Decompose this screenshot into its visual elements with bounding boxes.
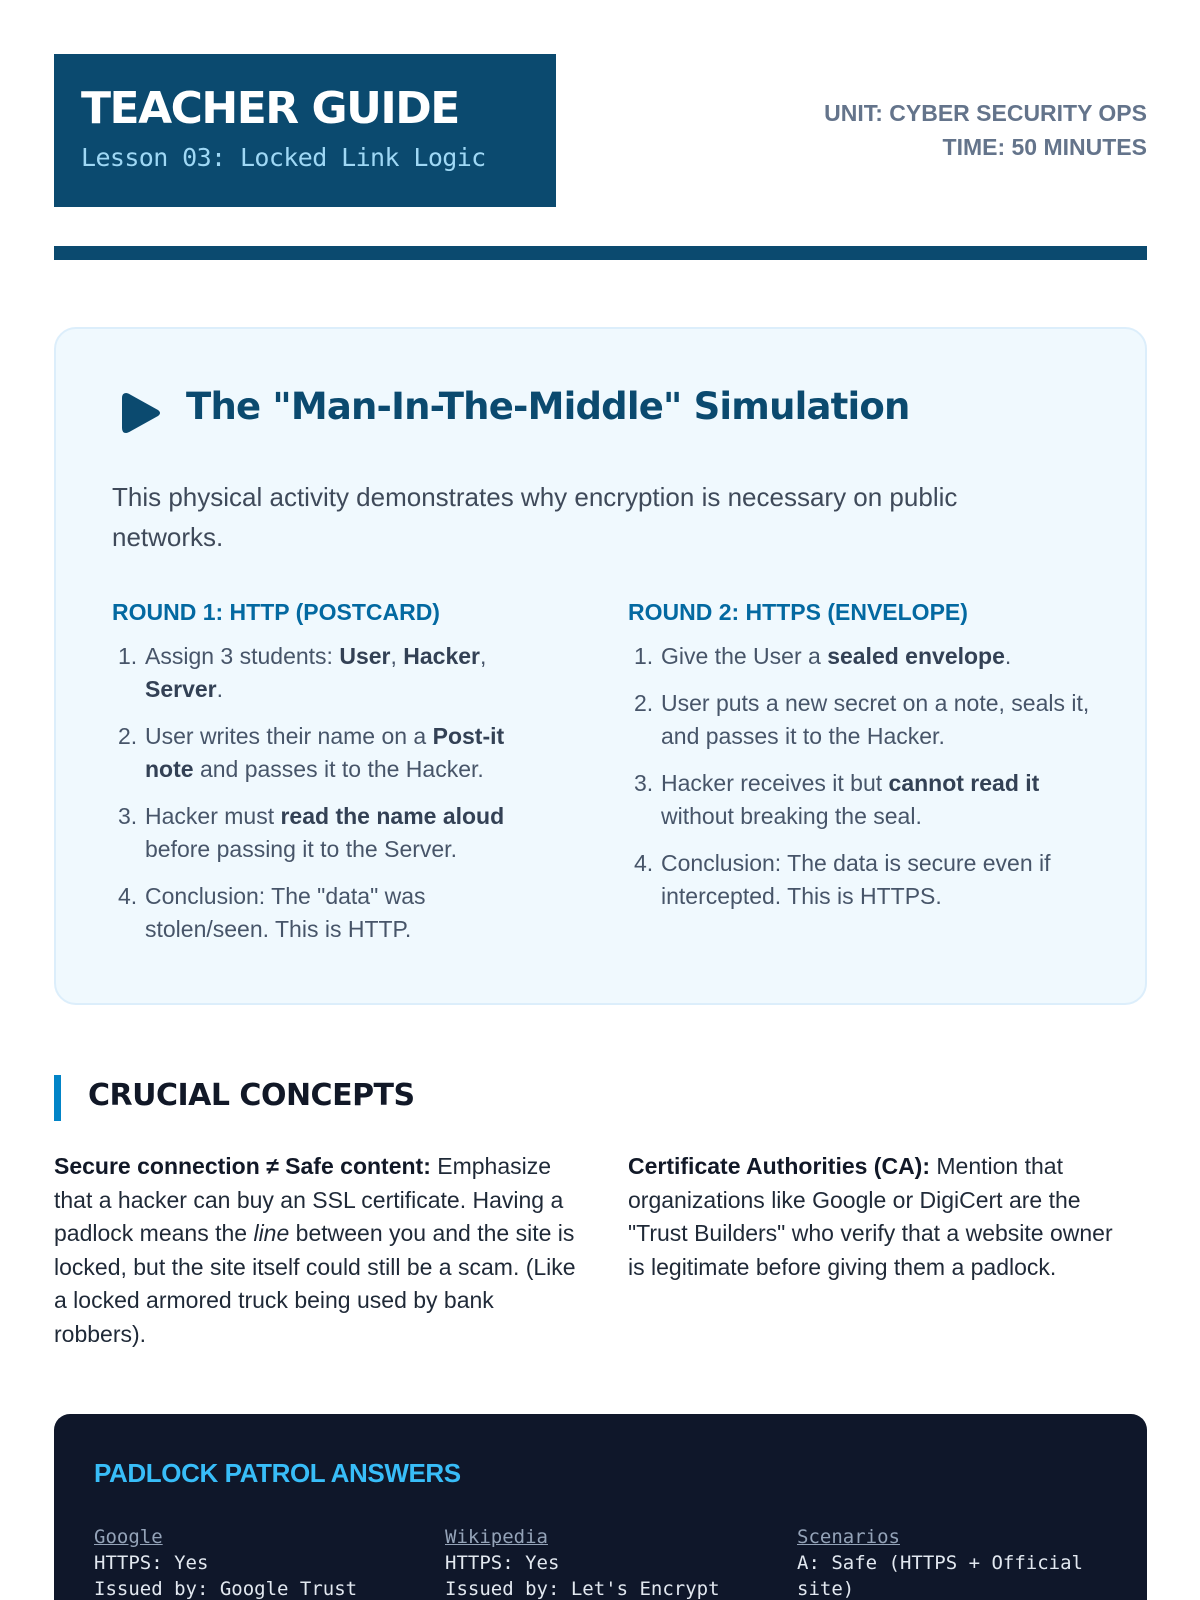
lesson-subtitle: Lesson 03: Locked Link Logic bbox=[81, 143, 486, 172]
simulation-title: The "Man-In-The-Middle" Simulation bbox=[186, 385, 910, 428]
round-2-heading: ROUND 2: HTTPS (ENVELOPE) bbox=[628, 599, 968, 625]
answers-panel bbox=[54, 1414, 1147, 1600]
header-divider bbox=[54, 246, 1147, 260]
round-2 bbox=[628, 599, 1098, 927]
lesson-meta bbox=[824, 96, 1147, 164]
list-item: Conclusion: The "data" was stolen/seen. This is HTTP. bbox=[145, 883, 426, 942]
play-icon bbox=[118, 389, 164, 437]
time-label: TIME: 50 MINUTES bbox=[942, 134, 1147, 160]
answer-heading: Wikipedia bbox=[445, 1526, 548, 1548]
list-item: Hacker receives it but cannot read it without breaking the seal. bbox=[661, 770, 1040, 829]
page-title: TEACHER GUIDE bbox=[81, 83, 459, 134]
round-1-steps bbox=[112, 640, 552, 946]
answer-scenarios: Scenarios A: Safe (HTTPS + Official site) bbox=[797, 1524, 1117, 1600]
round-1-heading: ROUND 1: HTTP (POSTCARD) bbox=[112, 599, 440, 625]
simulation-intro: This physical activity demonstrates why encryption is necessary on public networks. bbox=[112, 482, 958, 552]
list-item: User writes their name on a Post-it note and passes it to the Hacker. bbox=[145, 723, 505, 782]
simulation-card bbox=[54, 327, 1147, 1005]
round-1 bbox=[112, 599, 552, 960]
answer-google: Google HTTPS: Yes Issued by: Google Trust bbox=[94, 1524, 414, 1600]
concept-secure-connection: Secure connection ≠ Safe content: Emphasize that a hacker can buy an SSL certificate. Having a padlock means the line between you and the site is locked, but the site itself could still be a scam. (Like a locked armored truck being used by bank robbers). bbox=[54, 1153, 576, 1347]
answer-wikipedia: Wikipedia HTTPS: Yes Issued by: Let's Encrypt bbox=[445, 1524, 765, 1600]
concepts-title: CRUCIAL CONCEPTS bbox=[88, 1078, 415, 1113]
answers-title: PADLOCK PATROL ANSWERS bbox=[94, 1458, 461, 1488]
list-item: Give the User a sealed envelope. bbox=[661, 643, 1012, 669]
concept-certificate-authorities: Certificate Authorities (CA): Mention that organizations like Google or DigiCert are the "Trust Builders" who verify that a website owner is legitimate before giving them a padlock. bbox=[628, 1153, 1113, 1280]
unit-label: UNIT: CYBER SECURITY OPS bbox=[824, 100, 1147, 126]
list-item: Hacker must read the name aloud before passing it to the Server. bbox=[145, 803, 505, 862]
round-2-steps bbox=[628, 640, 1098, 913]
list-item: User puts a new secret on a note, seals it, and passes it to the Hacker. bbox=[661, 690, 1090, 749]
answer-heading: Scenarios bbox=[797, 1526, 900, 1548]
list-item: Assign 3 students: User, Hacker, Server. bbox=[145, 643, 487, 702]
list-item: Conclusion: The data is secure even if intercepted. This is HTTPS. bbox=[661, 850, 1051, 909]
header-banner bbox=[54, 54, 556, 207]
answer-heading: Google bbox=[94, 1526, 163, 1548]
concepts-accent-bar bbox=[54, 1075, 61, 1121]
